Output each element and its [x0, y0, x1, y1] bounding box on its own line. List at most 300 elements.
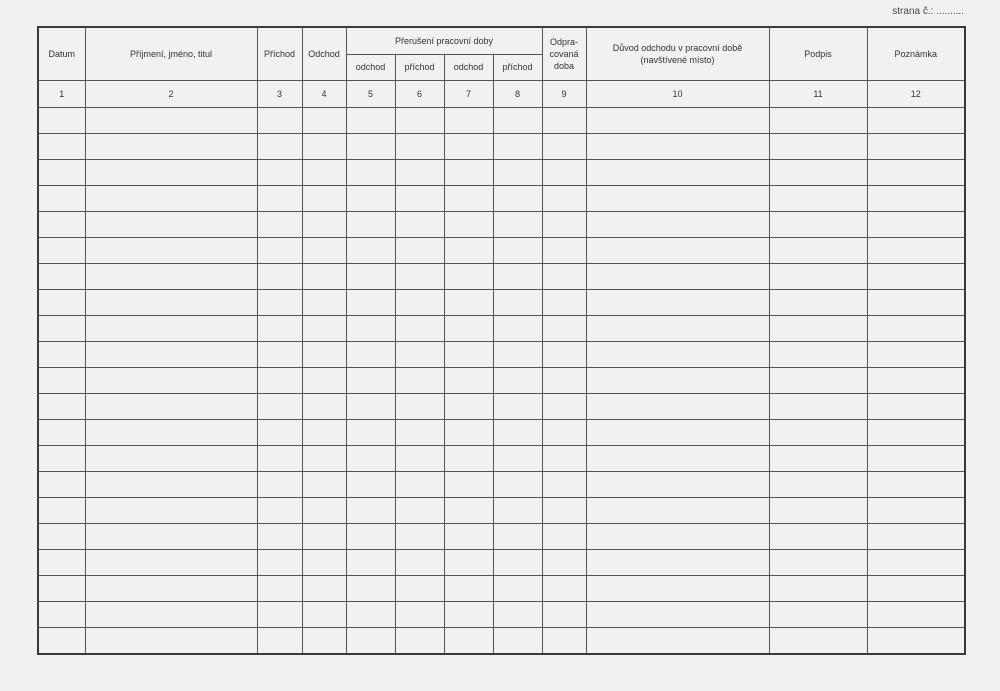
blank-cell[interactable] [586, 419, 769, 445]
blank-cell[interactable] [257, 211, 302, 237]
blank-cell[interactable] [85, 445, 257, 471]
column-number: 8 [493, 80, 542, 107]
header-jmeno: Příjmení, jméno, titul [85, 27, 257, 80]
blank-cell[interactable] [542, 211, 586, 237]
blank-cell[interactable] [85, 107, 257, 133]
blank-cell[interactable] [257, 133, 302, 159]
blank-cell[interactable] [85, 549, 257, 575]
blank-cell[interactable] [493, 419, 542, 445]
blank-cell[interactable] [769, 263, 867, 289]
blank-cell[interactable] [493, 107, 542, 133]
blank-cell[interactable] [302, 107, 346, 133]
blank-cell[interactable] [395, 497, 444, 523]
blank-cell[interactable] [85, 185, 257, 211]
blank-cell[interactable] [346, 237, 395, 263]
blank-cell[interactable] [867, 419, 965, 445]
header-podpis: Podpis [769, 27, 867, 80]
blank-cell[interactable] [257, 627, 302, 654]
blank-cell[interactable] [38, 107, 85, 133]
blank-cell[interactable] [867, 367, 965, 393]
blank-cell[interactable] [586, 341, 769, 367]
blank-cell[interactable] [444, 549, 493, 575]
table-row [38, 419, 965, 445]
page-number-label: strana č.: [892, 6, 934, 17]
blank-cell[interactable] [257, 159, 302, 185]
column-number: 5 [346, 80, 395, 107]
blank-cell[interactable] [867, 159, 965, 185]
blank-cell[interactable] [542, 107, 586, 133]
blank-cell[interactable] [85, 393, 257, 419]
header-duvod-line2: (navštívené místo) [640, 54, 715, 65]
blank-cell[interactable] [302, 263, 346, 289]
blank-cell[interactable] [769, 211, 867, 237]
blank-cell[interactable] [769, 523, 867, 549]
column-number: 11 [769, 80, 867, 107]
blank-cell[interactable] [395, 107, 444, 133]
table-row [38, 523, 965, 549]
blank-cell[interactable] [867, 575, 965, 601]
blank-cell[interactable] [542, 393, 586, 419]
blank-cell[interactable] [395, 575, 444, 601]
blank-cell[interactable] [395, 211, 444, 237]
blank-cell[interactable] [586, 367, 769, 393]
blank-cell[interactable] [542, 159, 586, 185]
blank-cell[interactable] [586, 523, 769, 549]
blank-cell[interactable] [346, 419, 395, 445]
blank-cell[interactable] [85, 601, 257, 627]
blank-cell[interactable] [38, 289, 85, 315]
blank-cell[interactable] [867, 211, 965, 237]
blank-cell[interactable] [542, 315, 586, 341]
blank-cell[interactable] [493, 393, 542, 419]
blank-cell[interactable] [346, 575, 395, 601]
blank-cell[interactable] [346, 445, 395, 471]
column-number: 3 [257, 80, 302, 107]
blank-cell[interactable] [85, 419, 257, 445]
blank-cell[interactable] [444, 159, 493, 185]
blank-cell[interactable] [586, 315, 769, 341]
blank-cell[interactable] [769, 601, 867, 627]
blank-cell[interactable] [38, 523, 85, 549]
blank-cell[interactable] [542, 445, 586, 471]
blank-cell[interactable] [85, 627, 257, 654]
blank-cell[interactable] [395, 393, 444, 419]
blank-cell[interactable] [302, 315, 346, 341]
header-poznamka: Poznámka [867, 27, 965, 80]
blank-cell[interactable] [302, 393, 346, 419]
blank-cell[interactable] [542, 419, 586, 445]
blank-cell[interactable] [769, 549, 867, 575]
blank-cell[interactable] [769, 627, 867, 654]
blank-cell[interactable] [586, 497, 769, 523]
blank-cell[interactable] [444, 237, 493, 263]
blank-cell[interactable] [444, 289, 493, 315]
blank-cell[interactable] [542, 497, 586, 523]
blank-cell[interactable] [493, 159, 542, 185]
blank-cell[interactable] [444, 627, 493, 654]
header-duvod-line1: Důvod odchodu v pracovní době [612, 42, 743, 53]
blank-cell[interactable] [493, 315, 542, 341]
blank-cell[interactable] [395, 341, 444, 367]
blank-cell[interactable] [85, 341, 257, 367]
blank-cell[interactable] [769, 393, 867, 419]
blank-cell[interactable] [302, 159, 346, 185]
blank-cell[interactable] [542, 471, 586, 497]
blank-cell[interactable] [257, 419, 302, 445]
blank-cell[interactable] [769, 341, 867, 367]
blank-cell[interactable] [493, 289, 542, 315]
blank-cell[interactable] [769, 419, 867, 445]
blank-cell[interactable] [769, 237, 867, 263]
table-row [38, 627, 965, 654]
blank-cell[interactable] [302, 497, 346, 523]
blank-cell[interactable] [444, 523, 493, 549]
blank-cell[interactable] [769, 497, 867, 523]
blank-cell[interactable] [867, 107, 965, 133]
blank-cell[interactable] [586, 601, 769, 627]
blank-cell[interactable] [867, 133, 965, 159]
blank-cell[interactable] [346, 601, 395, 627]
blank-cell[interactable] [444, 263, 493, 289]
blank-cell[interactable] [346, 341, 395, 367]
blank-cell[interactable] [85, 159, 257, 185]
blank-cell[interactable] [302, 471, 346, 497]
blank-cell[interactable] [302, 523, 346, 549]
blank-cell[interactable] [85, 237, 257, 263]
blank-cell[interactable] [493, 601, 542, 627]
blank-cell[interactable] [346, 263, 395, 289]
blank-cell[interactable] [346, 523, 395, 549]
header-prichod: Příchod [257, 27, 302, 80]
blank-cell[interactable] [493, 133, 542, 159]
column-number: 6 [395, 80, 444, 107]
blank-cell[interactable] [493, 237, 542, 263]
blank-cell[interactable] [257, 341, 302, 367]
blank-cell[interactable] [493, 627, 542, 654]
blank-cell[interactable] [769, 289, 867, 315]
blank-cell[interactable] [346, 627, 395, 654]
blank-cell[interactable] [38, 445, 85, 471]
blank-cell[interactable] [302, 289, 346, 315]
blank-cell[interactable] [257, 315, 302, 341]
blank-cell[interactable] [444, 107, 493, 133]
blank-cell[interactable] [493, 523, 542, 549]
blank-cell[interactable] [444, 133, 493, 159]
table-row [38, 393, 965, 419]
blank-cell[interactable] [346, 211, 395, 237]
blank-cell[interactable] [257, 445, 302, 471]
header-odpracovana-line1: Odpra- [549, 36, 578, 47]
blank-cell[interactable] [542, 263, 586, 289]
table-row [38, 601, 965, 627]
blank-cell[interactable] [444, 315, 493, 341]
blank-cell[interactable] [395, 315, 444, 341]
blank-cell[interactable] [542, 601, 586, 627]
blank-cell[interactable] [867, 315, 965, 341]
blank-cell[interactable] [444, 185, 493, 211]
blank-cell[interactable] [85, 575, 257, 601]
blank-cell[interactable] [444, 211, 493, 237]
blank-cell[interactable] [85, 263, 257, 289]
blank-cell[interactable] [444, 341, 493, 367]
header-odchod: Odchod [302, 27, 346, 80]
blank-cell[interactable] [586, 237, 769, 263]
blank-cell[interactable] [493, 341, 542, 367]
blank-cell[interactable] [346, 549, 395, 575]
blank-cell[interactable] [302, 237, 346, 263]
blank-cell[interactable] [38, 133, 85, 159]
blank-cell[interactable] [38, 471, 85, 497]
table-row [38, 185, 965, 211]
blank-cell[interactable] [85, 471, 257, 497]
blank-cell[interactable] [769, 107, 867, 133]
blank-cell[interactable] [867, 237, 965, 263]
blank-cell[interactable] [395, 237, 444, 263]
blank-cell[interactable] [493, 471, 542, 497]
blank-cell[interactable] [444, 445, 493, 471]
column-number: 9 [542, 80, 586, 107]
blank-cell[interactable] [867, 523, 965, 549]
blank-cell[interactable] [867, 445, 965, 471]
blank-cell[interactable] [395, 185, 444, 211]
blank-cell[interactable] [586, 549, 769, 575]
blank-cell[interactable] [444, 393, 493, 419]
table-row [38, 471, 965, 497]
blank-cell[interactable] [257, 367, 302, 393]
column-number: 2 [85, 80, 257, 107]
column-number: 4 [302, 80, 346, 107]
blank-cell[interactable] [346, 393, 395, 419]
blank-cell[interactable] [586, 575, 769, 601]
table-row [38, 237, 965, 263]
header-preruseni-odchod-2: odchod [444, 54, 493, 80]
blank-cell[interactable] [395, 627, 444, 654]
blank-cell[interactable] [257, 601, 302, 627]
blank-cell[interactable] [257, 575, 302, 601]
blank-cell[interactable] [586, 393, 769, 419]
table-row [38, 549, 965, 575]
blank-cell[interactable] [444, 471, 493, 497]
table-body [38, 107, 965, 654]
blank-cell[interactable] [257, 523, 302, 549]
column-number: 10 [586, 80, 769, 107]
blank-cell[interactable] [257, 185, 302, 211]
blank-cell[interactable] [38, 211, 85, 237]
blank-cell[interactable] [493, 575, 542, 601]
blank-cell[interactable] [586, 471, 769, 497]
header-preruseni-prichod-1: příchod [395, 54, 444, 80]
blank-cell[interactable] [302, 341, 346, 367]
blank-cell[interactable] [867, 601, 965, 627]
table-row [38, 159, 965, 185]
blank-cell[interactable] [867, 627, 965, 654]
blank-cell[interactable] [493, 367, 542, 393]
blank-cell[interactable] [302, 419, 346, 445]
blank-cell[interactable] [395, 263, 444, 289]
blank-cell[interactable] [542, 289, 586, 315]
blank-cell[interactable] [586, 107, 769, 133]
blank-cell[interactable] [85, 367, 257, 393]
blank-cell[interactable] [346, 289, 395, 315]
blank-cell[interactable] [769, 575, 867, 601]
table-row [38, 497, 965, 523]
blank-cell[interactable] [444, 367, 493, 393]
table-row [38, 133, 965, 159]
blank-cell[interactable] [257, 471, 302, 497]
blank-cell[interactable] [38, 341, 85, 367]
blank-cell[interactable] [85, 315, 257, 341]
blank-cell[interactable] [542, 237, 586, 263]
blank-cell[interactable] [85, 497, 257, 523]
blank-cell[interactable] [444, 497, 493, 523]
blank-cell[interactable] [395, 523, 444, 549]
table-row [38, 367, 965, 393]
blank-cell[interactable] [493, 445, 542, 471]
blank-cell[interactable] [395, 445, 444, 471]
blank-cell[interactable] [38, 393, 85, 419]
blank-cell[interactable] [346, 159, 395, 185]
header-datum: Datum [38, 27, 85, 80]
blank-cell[interactable] [302, 549, 346, 575]
blank-cell[interactable] [302, 185, 346, 211]
blank-cell[interactable] [542, 185, 586, 211]
blank-cell[interactable] [867, 185, 965, 211]
blank-cell[interactable] [38, 263, 85, 289]
blank-cell[interactable] [493, 549, 542, 575]
blank-cell[interactable] [38, 237, 85, 263]
blank-cell[interactable] [302, 601, 346, 627]
blank-cell[interactable] [38, 627, 85, 654]
blank-cell[interactable] [38, 497, 85, 523]
header-odpracovana-doba [542, 27, 586, 80]
blank-cell[interactable] [542, 523, 586, 549]
blank-cell[interactable] [586, 211, 769, 237]
header-odpracovana-line3: doba [553, 60, 575, 71]
header-odpracovana-line2: covaná [549, 48, 579, 59]
blank-cell[interactable] [257, 237, 302, 263]
header-preruseni-odchod-1: odchod [346, 54, 395, 80]
blank-cell[interactable] [395, 367, 444, 393]
blank-cell[interactable] [38, 185, 85, 211]
blank-cell[interactable] [85, 211, 257, 237]
table-row [38, 289, 965, 315]
blank-cell[interactable] [38, 419, 85, 445]
blank-cell[interactable] [395, 549, 444, 575]
blank-cell[interactable] [395, 419, 444, 445]
blank-cell[interactable] [867, 289, 965, 315]
blank-cell[interactable] [769, 159, 867, 185]
blank-cell[interactable] [493, 211, 542, 237]
table-row [38, 107, 965, 133]
blank-cell[interactable] [586, 133, 769, 159]
blank-cell[interactable] [542, 575, 586, 601]
blank-cell[interactable] [38, 367, 85, 393]
blank-cell[interactable] [346, 497, 395, 523]
blank-cell[interactable] [302, 211, 346, 237]
blank-cell[interactable] [586, 263, 769, 289]
blank-cell[interactable] [302, 445, 346, 471]
blank-cell[interactable] [586, 159, 769, 185]
blank-cell[interactable] [542, 549, 586, 575]
blank-cell[interactable] [38, 575, 85, 601]
blank-cell[interactable] [346, 185, 395, 211]
blank-cell[interactable] [867, 263, 965, 289]
blank-cell[interactable] [346, 315, 395, 341]
blank-cell[interactable] [542, 133, 586, 159]
blank-cell[interactable] [38, 315, 85, 341]
column-number-row [38, 80, 965, 107]
blank-cell[interactable] [542, 367, 586, 393]
blank-cell[interactable] [769, 471, 867, 497]
blank-cell[interactable] [769, 315, 867, 341]
blank-cell[interactable] [85, 289, 257, 315]
blank-cell[interactable] [395, 133, 444, 159]
blank-cell[interactable] [867, 393, 965, 419]
blank-cell[interactable] [867, 341, 965, 367]
blank-cell[interactable] [257, 289, 302, 315]
blank-cell[interactable] [257, 549, 302, 575]
blank-cell[interactable] [395, 601, 444, 627]
column-number: 7 [444, 80, 493, 107]
blank-cell[interactable] [542, 627, 586, 654]
table-row [38, 341, 965, 367]
attendance-table [37, 26, 966, 655]
blank-cell[interactable] [867, 497, 965, 523]
blank-cell[interactable] [586, 289, 769, 315]
blank-cell[interactable] [493, 263, 542, 289]
blank-cell[interactable] [257, 263, 302, 289]
blank-cell[interactable] [395, 159, 444, 185]
blank-cell[interactable] [769, 185, 867, 211]
blank-cell[interactable] [257, 393, 302, 419]
blank-cell[interactable] [302, 367, 346, 393]
blank-cell[interactable] [302, 575, 346, 601]
blank-cell[interactable] [867, 549, 965, 575]
blank-cell[interactable] [346, 367, 395, 393]
blank-cell[interactable] [586, 627, 769, 654]
blank-cell[interactable] [346, 133, 395, 159]
blank-cell[interactable] [867, 471, 965, 497]
blank-cell[interactable] [38, 549, 85, 575]
blank-cell[interactable] [38, 601, 85, 627]
blank-cell[interactable] [586, 185, 769, 211]
blank-cell[interactable] [257, 497, 302, 523]
blank-cell[interactable] [542, 341, 586, 367]
blank-cell[interactable] [769, 133, 867, 159]
blank-cell[interactable] [302, 627, 346, 654]
blank-cell[interactable] [444, 419, 493, 445]
blank-cell[interactable] [769, 445, 867, 471]
blank-cell[interactable] [346, 471, 395, 497]
header-duvod [586, 27, 769, 80]
blank-cell[interactable] [85, 523, 257, 549]
blank-cell[interactable] [444, 601, 493, 627]
header-preruseni: Přerušení pracovní doby [346, 27, 542, 54]
blank-cell[interactable] [85, 133, 257, 159]
blank-cell[interactable] [395, 471, 444, 497]
blank-cell[interactable] [302, 133, 346, 159]
blank-cell[interactable] [586, 445, 769, 471]
blank-cell[interactable] [257, 107, 302, 133]
blank-cell[interactable] [769, 367, 867, 393]
blank-cell[interactable] [493, 497, 542, 523]
blank-cell[interactable] [493, 185, 542, 211]
blank-cell[interactable] [346, 107, 395, 133]
blank-cell[interactable] [395, 289, 444, 315]
page-number-blank[interactable]: .......... [936, 6, 964, 17]
blank-cell[interactable] [38, 159, 85, 185]
blank-cell[interactable] [444, 575, 493, 601]
